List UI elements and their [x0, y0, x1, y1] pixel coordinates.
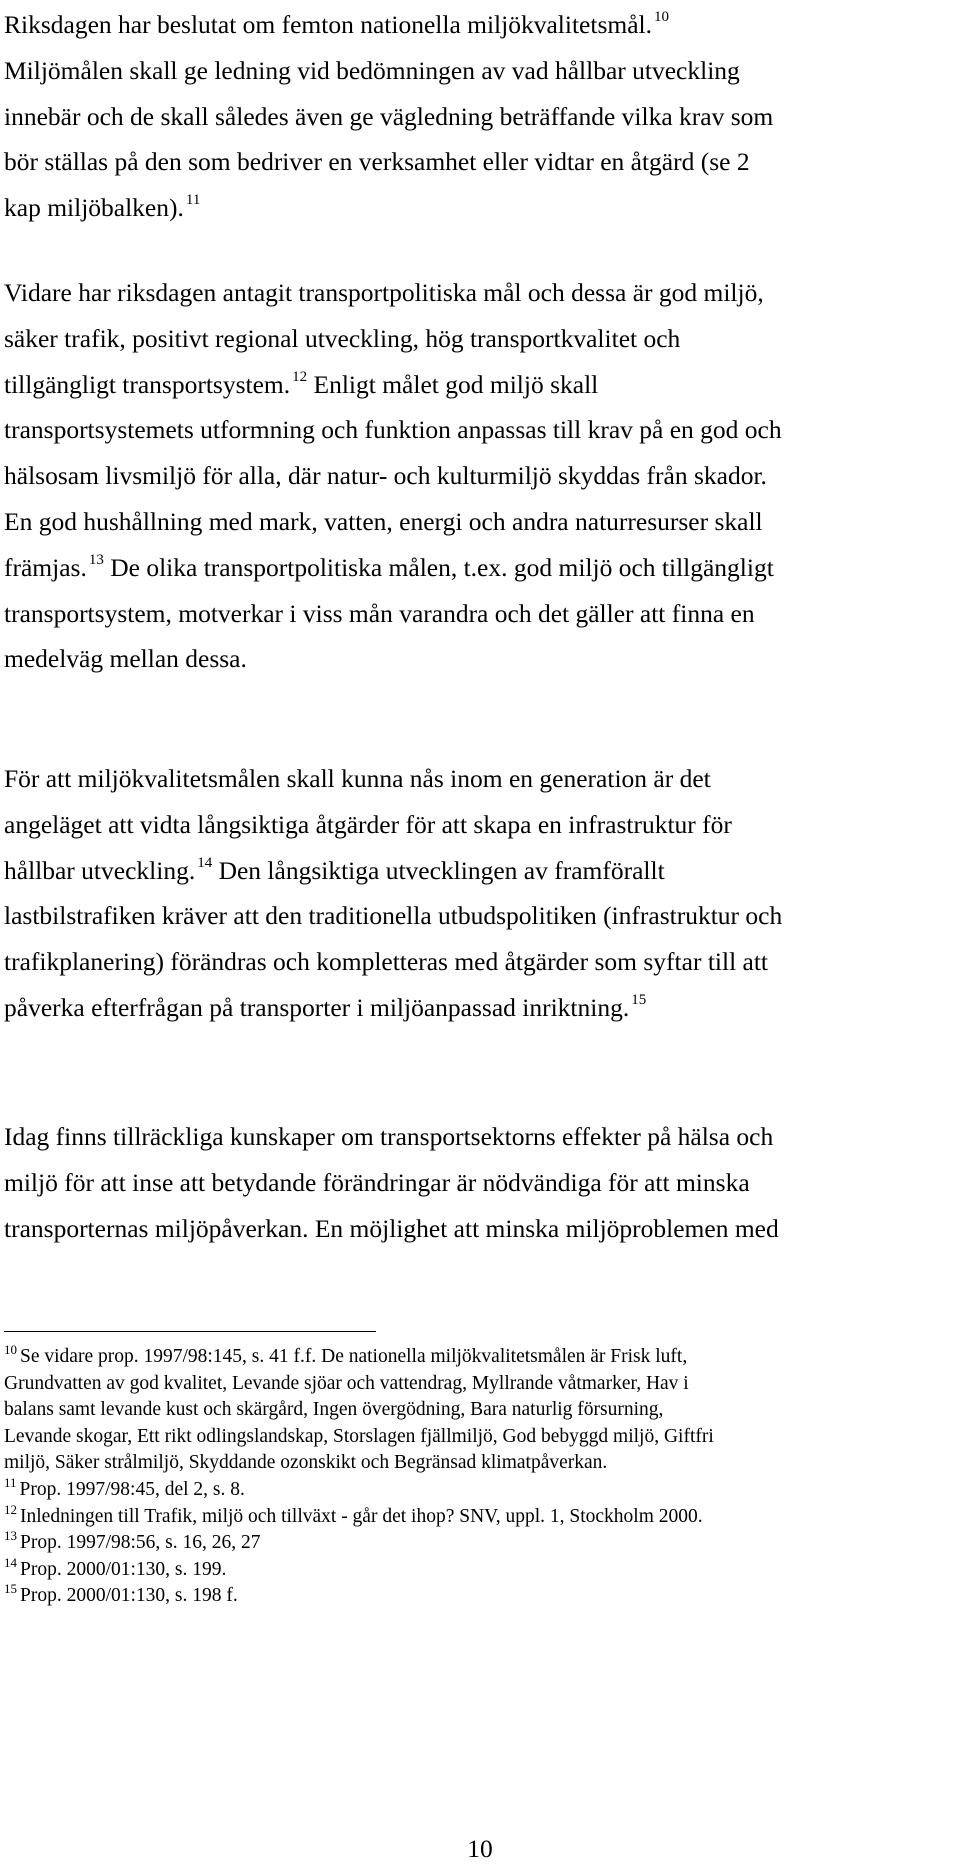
footnote-ref[interactable]: 15	[631, 991, 647, 1008]
footnote-number: 11	[4, 1474, 17, 1490]
footnote: $^{13}$ Prop. 1997/98:56, s. 16, 26, 27	[4, 1528, 261, 1554]
footnote-continuation: Levande skogar, Ett rikt odlingslandskap, Storslagen fjällmiljö, God bebyggd miljö, Giftfri	[4, 1425, 714, 1447]
footnote-ref[interactable]: 12	[292, 368, 308, 385]
text-line: hälsosam livsmiljö för alla, där natur- och kulturmiljö skyddas från skador.	[4, 461, 767, 491]
page-number: 10	[467, 1834, 493, 1863]
text-line: transportsystem, motverkar i viss mån varandra och det gäller att finna en	[4, 598, 755, 628]
text-line: transportsystemets utformning och funktion anpassas till krav på en god och	[4, 415, 782, 445]
text-line: bör ställas på den som bedriver en verksamhet eller vidtar en åtgärd (se 2	[4, 147, 750, 177]
text-line: tillgängligt transportsystem. $^{12}$ Enligt målet god miljö skall	[4, 368, 599, 399]
footnote-continuation: balans samt levande kust och skärgård, Ingen övergödning, Bara naturlig försurning,	[4, 1399, 664, 1421]
paragraph-2	[4, 270, 954, 682]
footnote-number: 14	[4, 1554, 17, 1570]
paragraph-3	[4, 756, 954, 1031]
footnote-ref[interactable]: 10	[653, 9, 669, 25]
footnote-continuation: Grundvatten av god kvalitet, Levande sjöar och vattendrag, Myllrande våtmarker, Hav i	[4, 1372, 689, 1394]
text-line: miljö för att inse att betydande förändringar är nödvändiga för att minska	[4, 1167, 750, 1197]
footnote-number: 10	[4, 1342, 17, 1357]
footnote-number: 12	[4, 1501, 17, 1517]
text-line: transporternas miljöpåverkan. En möjlighet att minska miljöproblemen med	[4, 1213, 779, 1243]
text-line: påverka efterfrågan på transporter i miljöanpassad inriktning. $^{15}$	[4, 991, 647, 1022]
text-line: kap miljöbalken). $^{11}$	[4, 192, 201, 223]
text-line: angeläget att vidta långsiktiga åtgärder för att skapa en infrastruktur för	[4, 809, 732, 839]
paragraph-1	[4, 2, 954, 231]
text-line: medelväg mellan dessa.	[4, 644, 247, 674]
footnote-ref[interactable]: 14	[197, 854, 213, 871]
footnote-continuation: miljö, Säker strålmiljö, Skyddande ozonskikt och Begränsad klimatpåverkan.	[4, 1452, 608, 1474]
footnote-number: 13	[4, 1528, 17, 1544]
text-line: För att miljökvalitetsmålen skall kunna nås inom en generation är det	[4, 764, 711, 793]
text-line: Idag finns tillräckliga kunskaper om transportsektorns effekter på hälsa och	[4, 1122, 774, 1151]
text-line: Miljömålen skall ge ledning vid bedömningen av vad hållbar utveckling	[4, 55, 740, 85]
text-line: innebär och de skall således även ge vägledning beträffande vilka krav som	[4, 101, 774, 131]
footnotes	[4, 1344, 954, 1610]
footnote: $^{12}$ Inledningen till Trafik, miljö och tillväxt - går det ihop? SNV, uppl. 1, Stockholm 2000.	[4, 1501, 703, 1527]
text-line: främjas. $^{13}$ De olika transportpolitiska målen, t.ex. god miljö och tillgängligt	[4, 551, 774, 582]
footnote-ref[interactable]: 13	[88, 551, 104, 568]
footnote: $^{15}$ Prop. 2000/01:130, s. 198 f.	[4, 1581, 238, 1607]
footnote-separator	[4, 1331, 376, 1332]
footnote: $^{10}$ Se vidare prop. 1997/98:145, s. 41 f.f. De nationella miljökvalitetsmålen är Frisk luft,	[4, 1342, 688, 1367]
text-line: lastbilstrafiken kräver att den traditionella utbudspolitiken (infrastruktur och	[4, 901, 783, 931]
paragraph-4	[4, 1114, 954, 1251]
footnote: $^{11}$ Prop. 1997/98:45, del 2, s. 8.	[4, 1474, 245, 1500]
text-line: En god hushållning med mark, vatten, energi och andra naturresurser skall	[4, 506, 763, 536]
text-line: trafikplanering) förändras och kompletteras med åtgärder som syftar till att	[4, 947, 769, 977]
text-line: hållbar utveckling. $^{14}$ Den långsiktiga utvecklingen av framförallt	[4, 854, 665, 885]
footnote-number: 15	[4, 1581, 17, 1597]
text-line: säker trafik, positivt regional utveckling, hög transportkvalitet och	[4, 323, 681, 353]
text-line: Vidare har riksdagen antagit transportpolitiska mål och dessa är god miljö,	[4, 278, 764, 307]
text-line: Riksdagen har beslutat om femton nationella miljökvalitetsmål. $^{10}$	[4, 9, 669, 39]
footnote-ref[interactable]: 11	[185, 192, 201, 209]
footnote: $^{14}$ Prop. 2000/01:130, s. 199.	[4, 1554, 227, 1580]
